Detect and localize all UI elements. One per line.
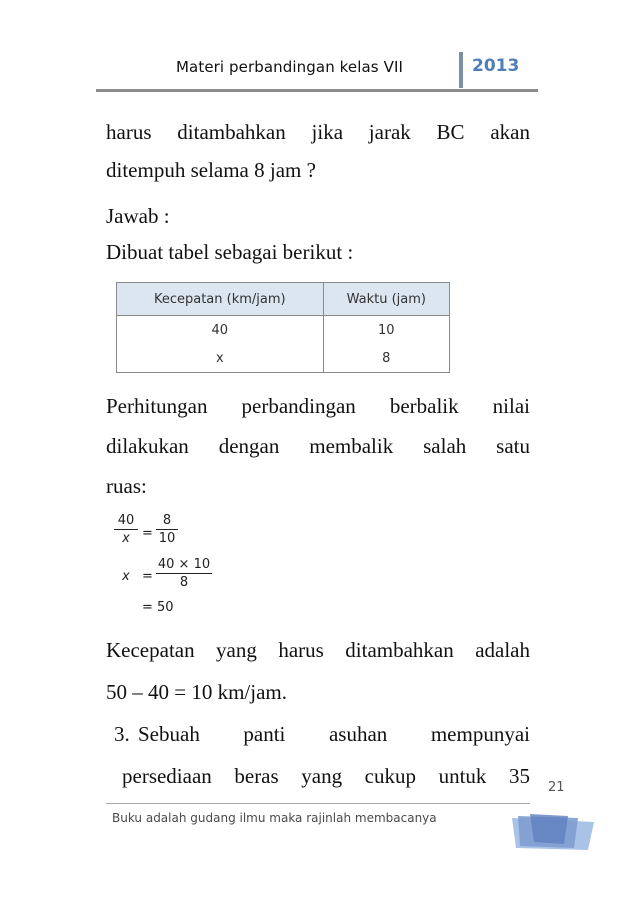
fraction-bar bbox=[156, 529, 178, 530]
list-item-line-2: persediaan beras yang cukup untuk 35 bbox=[122, 764, 530, 788]
denominator: 8 bbox=[179, 575, 189, 590]
fraction-8-over-10 bbox=[156, 513, 178, 546]
header-year: 2013 bbox=[472, 56, 520, 76]
table-cell: 40 bbox=[117, 316, 324, 345]
body-line-1: harus ditambahkan jika jarak BC akan bbox=[106, 120, 530, 144]
header-rule bbox=[96, 89, 538, 92]
fraction-40-over-x bbox=[114, 513, 138, 546]
header-title: Materi perbandingan kelas VII bbox=[176, 58, 403, 76]
body-line-4: Dibuat tabel sebagai berikut : bbox=[106, 240, 354, 264]
corner-decoration-icon bbox=[508, 814, 600, 854]
table-cell: 10 bbox=[323, 316, 449, 345]
page-number: 21 bbox=[548, 780, 565, 795]
para2-line-1: Perhitungan perbandingan berbalik nilai bbox=[106, 394, 530, 418]
table-cell: x bbox=[117, 344, 324, 373]
footer-rule bbox=[106, 803, 530, 804]
table-cell: 8 bbox=[323, 344, 449, 373]
equals-sign: = bbox=[142, 526, 153, 541]
numerator: 40 bbox=[117, 513, 135, 528]
para3-line-1: Kecepatan yang harus ditambahkan adalah bbox=[106, 638, 530, 662]
denominator: x bbox=[122, 531, 130, 546]
fraction-product-over-8 bbox=[156, 557, 212, 590]
para2-line-2: dilakukan dengan membalik salah satu bbox=[106, 434, 530, 458]
list-item-line-1: Sebuah panti asuhan mempunyai bbox=[138, 722, 530, 746]
denominator: 10 bbox=[158, 531, 176, 546]
para3-line-2: 50 – 40 = 10 km/jam. bbox=[106, 680, 288, 704]
footer-motto: Buku adalah gudang ilmu maka rajinlah membacanya bbox=[112, 811, 437, 825]
table-row bbox=[117, 316, 450, 345]
table-row bbox=[117, 344, 450, 373]
list-number: 3. bbox=[114, 722, 130, 746]
result-equation: = 50 bbox=[142, 600, 174, 615]
body-line-3: Jawab : bbox=[106, 204, 170, 228]
equals-sign: = bbox=[142, 569, 153, 584]
para2-line-3: ruas: bbox=[106, 474, 147, 498]
fraction-bar bbox=[156, 573, 212, 574]
speed-time-table bbox=[116, 282, 450, 373]
variable-x: x bbox=[122, 569, 130, 584]
fraction-bar bbox=[114, 529, 138, 530]
header-separator bbox=[459, 52, 463, 88]
table-header-cell: Waktu (jam) bbox=[323, 283, 449, 316]
body-line-2: ditempuh selama 8 jam ? bbox=[106, 158, 316, 182]
numerator: 40 × 10 bbox=[157, 557, 211, 572]
numerator: 8 bbox=[162, 513, 172, 528]
table-header-cell: Kecepatan (km/jam) bbox=[117, 283, 324, 316]
table-header-row bbox=[117, 283, 450, 316]
